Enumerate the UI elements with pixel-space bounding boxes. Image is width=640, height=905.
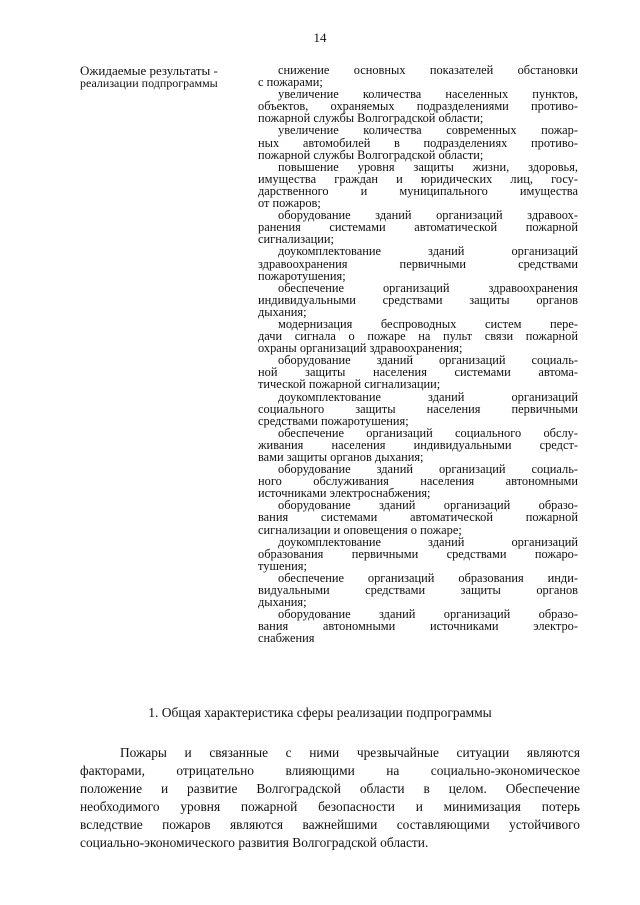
result-line: с пожарами; [258, 75, 323, 90]
result-line: оборудование зданий организаций образо- [278, 498, 578, 513]
result-line: доукомплектование зданий организаций [278, 389, 578, 404]
result-line: снабжения [258, 631, 315, 646]
result-line: снижение основных показателей обстановки [278, 63, 578, 77]
result-line: здравоохранения первичными средствами [258, 256, 578, 271]
result-line: объектов, охраняемых подразделениями противо- [258, 99, 578, 114]
expected-results-label [80, 64, 255, 90]
result-line: дачи сигнала о пожаре на пульт связи пожарной [258, 329, 578, 344]
result-line: вами защиты органов дыхания; [258, 450, 424, 464]
result-line: оборудование зданий организаций социаль- [278, 353, 578, 368]
result-line: охраны организаций здравоохранения; [258, 341, 463, 356]
result-line: ной защиты населения системами автома- [258, 365, 578, 380]
body-paragraph [80, 744, 580, 852]
result-line: дыхания; [258, 595, 307, 610]
page-number: 14 [313, 30, 327, 45]
result-line: ранения системами автоматической пожарной [258, 220, 578, 235]
paragraph-line: Пожары и связанные с ними чрезвычайные ситуации являются [120, 745, 580, 760]
result-line: пожарной службы Волгоградской области; [258, 147, 484, 162]
result-line: сигнализации и оповещения о пожаре; [258, 522, 462, 537]
result-line: имущества граждан и юридических лиц, госу- [258, 171, 578, 186]
result-line: доукомплектование зданий организаций [278, 534, 578, 549]
result-line: оборудование зданий организаций социаль- [278, 462, 578, 477]
result-line: тической пожарной сигнализации; [258, 377, 441, 392]
section-heading: 1. Общая характеристика сферы реализации подпрограммы [148, 705, 492, 720]
result-line: пожаротушения; [258, 268, 346, 283]
result-line: ных автомобилей в подразделениях противо- [258, 135, 578, 150]
result-line: вания системами автоматической пожарной [258, 510, 578, 525]
result-line: оборудование зданий организаций здравоох- [278, 208, 578, 223]
expected-results-list [258, 64, 578, 645]
result-line: живания населения индивидуальными средст- [258, 437, 578, 452]
result-line: вания автономными источниками электро- [258, 619, 578, 634]
result-line: дыхания; [258, 304, 307, 319]
expected-results-label-line-1: Ожидаемые результаты - [80, 63, 218, 78]
expected-results-label-line-2: реализации подпрограммы [80, 76, 218, 90]
result-line: дарственного и муниципального имущества [258, 183, 578, 198]
paragraph-line: положение и развитие Волгоградской области в целом. Обеспечение [80, 781, 580, 796]
result-line: средствами пожаротушения; [258, 413, 409, 428]
result-line: индивидуальными средствами защиты органов [258, 292, 578, 307]
paragraph-line: социально-экономического развития Волгоградской области. [80, 835, 429, 850]
result-line: доукомплектование зданий организаций [278, 244, 578, 259]
result-line: ного обслуживания населения автономными [258, 474, 578, 489]
result-line: видуальными средствами защиты органов [258, 583, 578, 598]
result-line: пожарной службы Волгоградской области; [258, 111, 484, 126]
result-line: источниками электроснабжения; [258, 486, 431, 501]
result-line: увеличение количества современных пожар- [278, 123, 578, 138]
result-line: социального защиты населения первичными [258, 401, 578, 416]
paragraph-line: факторами, отрицательно влияющими на социально-экономическое [80, 763, 580, 778]
paragraph-line: вследствие пожаров являются важнейшими составляющими устойчивого [80, 817, 580, 832]
result-line: увеличение количества населенных пунктов, [278, 87, 578, 102]
result-line: от пожаров; [258, 196, 321, 211]
paragraph-line: необходимого уровня пожарной безопасности и минимизация потерь [80, 799, 580, 814]
result-line: оборудование зданий организаций образо- [278, 607, 578, 622]
result-line: повышение уровня защиты жизни, здоровья, [278, 159, 578, 174]
result-line: обеспечение организаций образования инди- [278, 570, 578, 585]
result-line: тушения; [258, 558, 307, 573]
result-line: обеспечение организаций здравоохранения [278, 280, 578, 295]
result-line: обеспечение организаций социального обслу- [278, 425, 578, 440]
result-line: модернизация беспроводных систем пере- [278, 316, 578, 331]
result-line: сигнализации; [258, 232, 334, 247]
result-line: образования первичными средствами пожаро- [258, 546, 578, 561]
